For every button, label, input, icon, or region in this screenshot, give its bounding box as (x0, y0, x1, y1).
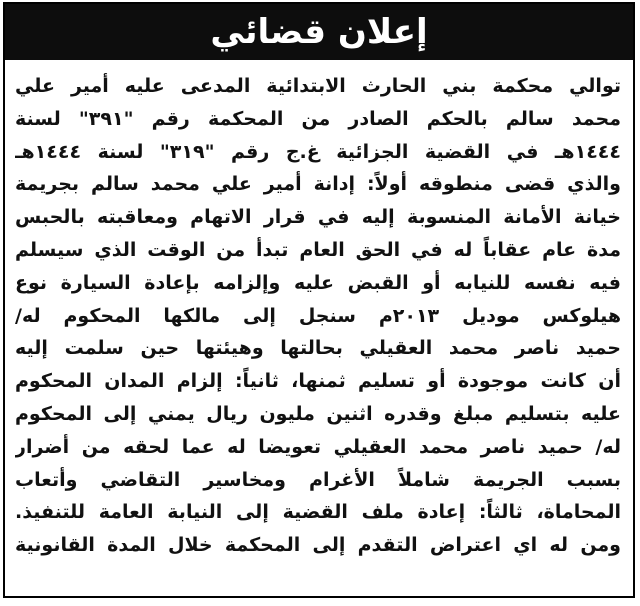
notice-line: هيلوكس موديل ٢٠١٣م سنجل إلى مالكها المحكوم له/ (15, 304, 621, 327)
notice-line: ١٤٤٤هـ في القضية الجزائية غ.ج رقم "٣١٩" لسنة ١٤٤٤هـ (15, 140, 621, 163)
notice-line: أن كانت موجودة أو تسليم ثمنها، ثانياً: إلزام المدان المحكوم (15, 370, 621, 393)
notice-body (15, 70, 621, 590)
notice-line: مدة عام عقاباً له في الحق العام تبدأ من الوقت الذي سيسلم (15, 238, 621, 261)
notice-line: له/ حميد ناصر محمد العقيلي تعويضا له عما لحقه من أضرار (15, 435, 621, 458)
notice-line: توالي محكمة بني الحارث الابتدائية المدعى عليه أمير علي (15, 75, 621, 97)
notice-line: ومن له اي اعتراض التقدم إلى المحكمة خلال المدة القانونية (15, 534, 621, 557)
notice-line: عليه بتسليم مبلغ وقدره اثنين مليون ريال يمني إلى المحكوم (15, 402, 621, 425)
notice-line: محمد سالم بالحكم الصادر من المحكمة رقم "٣٩١" لسنة (15, 107, 621, 130)
notice-line: بسبب الجريمة شاملاً الأغرام ومخاسير التقاضي وأتعاب (15, 468, 621, 491)
notice-header (5, 4, 633, 60)
judicial-notice (3, 2, 635, 598)
notice-line: المحاماة، ثالثاً: إعادة ملف القضية إلى النيابة العامة للتنفيذ. (15, 501, 621, 524)
notice-line: والذي قضى منطوقه أولاً: إدانة أمير علي محمد سالم بجريمة (15, 173, 621, 196)
notice-line: حميد ناصر محمد العقيلي بحالتها وهيئتها حين سلمت إليه (15, 337, 621, 360)
notice-line: خيانة الأمانة المنسوبة إليه في قرار الاتهام ومعاقبته بالحبس (15, 206, 621, 229)
notice-line: فيه نفسه للنيابه أو القبض عليه وإلزامه بإعادة السيارة نوع (15, 271, 621, 294)
notice-title: إعلان قضائي (210, 12, 428, 52)
